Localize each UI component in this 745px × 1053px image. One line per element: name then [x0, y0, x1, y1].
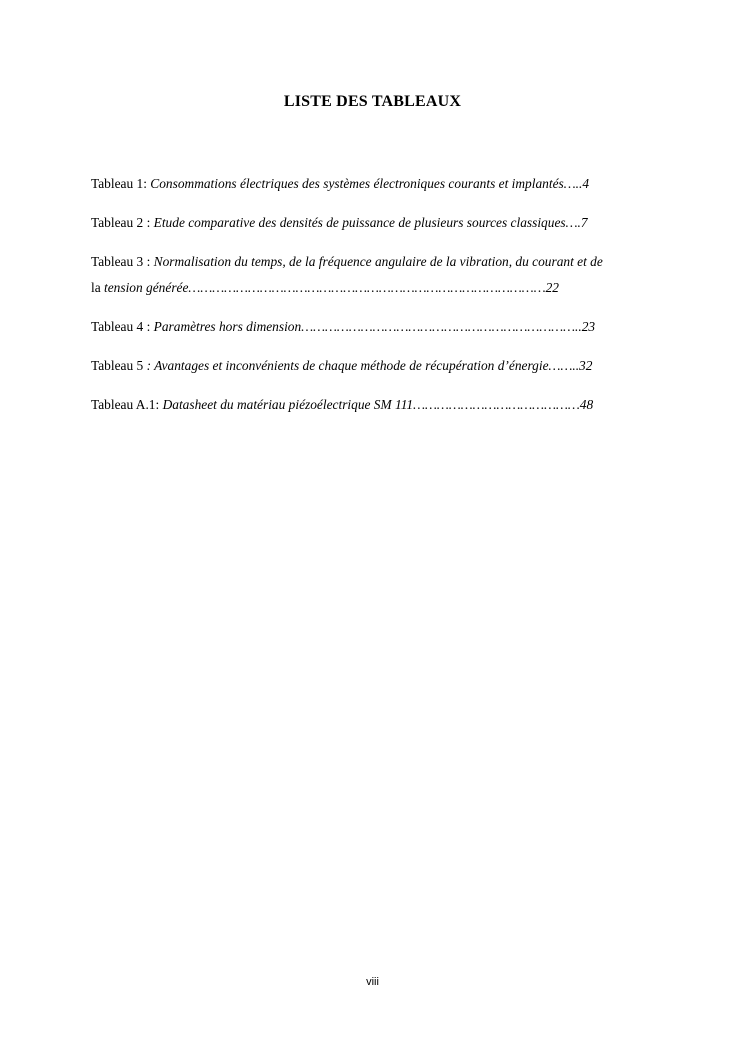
toc-entry-description: Datasheet du matériau piézoélectrique SM 111……………………………………48: [162, 397, 594, 412]
toc-entry-label: Tableau A.1:: [91, 397, 163, 412]
toc-entry-description: Etude comparative des densités de puissance de plusieurs sources classiques….7: [153, 215, 588, 230]
toc-entry-line: [91, 357, 663, 375]
toc-entry-line: [91, 253, 663, 271]
toc-entry-tableau-5[interactable]: [91, 357, 663, 375]
toc-entry-line: [91, 214, 663, 232]
toc-entry-description: Paramètres hors dimension……………………………………………………………..23: [153, 319, 596, 334]
toc-entry-description: : Avantages et inconvénients de chaque méthode de récupération d’énergie……..32: [146, 358, 593, 373]
toc-entry-tableau-a1[interactable]: [91, 396, 663, 414]
toc-entry-label: Tableau 1:: [91, 176, 151, 191]
page-title: LISTE DES TABLEAUX: [283, 93, 462, 110]
toc-entry-label-continued: la: [91, 280, 105, 295]
toc-entry-label: Tableau 3 :: [91, 254, 154, 269]
toc-entry-description: Normalisation du temps, de la fréquence angulaire de la vibration, du courant et de: [153, 254, 603, 269]
toc-entry-label: Tableau 2 :: [91, 215, 154, 230]
toc-entry-description-continued: tension générée………………………………………………………………………………22: [104, 280, 560, 295]
table-list: [91, 175, 663, 435]
page-number: viii: [366, 976, 379, 988]
toc-entry-tableau-2[interactable]: [91, 214, 663, 232]
toc-entry-line: [91, 396, 663, 414]
toc-entry-tableau-3[interactable]: [91, 253, 663, 297]
toc-entry-description: Consommations électriques des systèmes électroniques courants et implantés…..4: [150, 176, 590, 191]
toc-entry-tableau-1[interactable]: [91, 175, 663, 193]
toc-entry-tableau-4[interactable]: [91, 318, 663, 336]
toc-entry-label: Tableau 5: [91, 358, 147, 373]
toc-entry-line: [91, 175, 663, 193]
toc-entry-label: Tableau 4 :: [91, 319, 154, 334]
toc-entry-line: [91, 318, 663, 336]
toc-entry-line-continued: [91, 279, 663, 297]
